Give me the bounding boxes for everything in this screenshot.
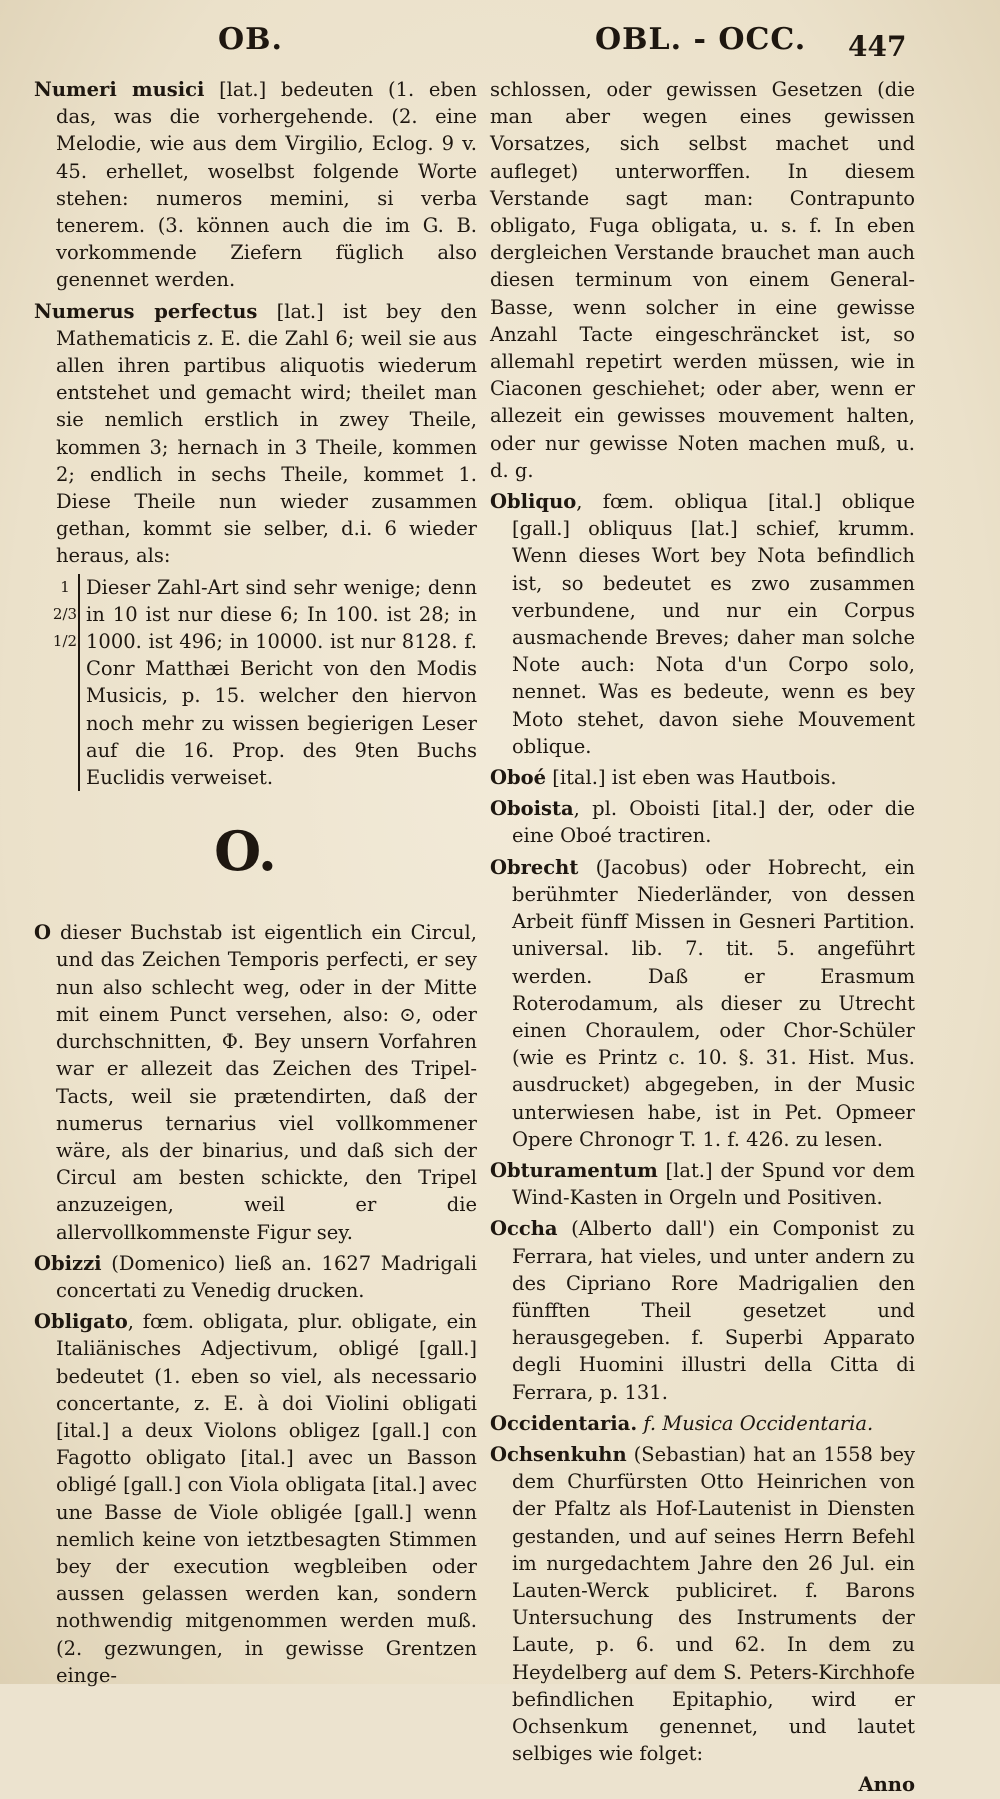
running-head-left: OB. [218,22,283,57]
entry-continuation: schlossen, oder gewissen Gesetzen (die man aber wegen eines gewissen Vorsatzes, sich selbst machet und aufleget) unterworffen. In diesem Verstande sagt man: Contrapunto obligato, Fuga obligata, u. s. f. In eben dergleichen Verstande brauchet man auch diesen terminum von einem General-Basse, wenn solcher in eine gewisse Anzahl Tacte eingeschräncket ist, so allemahl repetirt werden müssen, wie in Ciaconen geschiehet; oder aber, wenn er allezeit ein gewisses mouvement halten, oder nur gewisse Noten machen muß, u. d. g. [490,78,915,482]
entry-text: , pl. Oboisti [ital.] der, oder die eine Oboé tractiren. [512,797,915,848]
headword: Obligato [34,1310,128,1334]
entry-ochsenkuhn [490,1441,915,1767]
fraction-text: Dieser Zahl-Art sind sehr wenige; denn in 10 ist nur diese 6; In 100. ist 28; in 1000. ist 496; in 10000. ist nur 8128. f. Conr Matthæi Bericht von den Modis Musicis, p. 15. welcher den hiervon noch mehr zu wissen begierigen Leser auf die 16. Prop. des 9ten Buchs Euclidis verweiset. [86,575,477,790]
headword: Obturamentum [490,1158,658,1182]
entry-numerus-perfectus [34,298,477,570]
entry-text: [ital.] ist eben was Hautbois. [552,766,837,790]
entry-text: , fœm. obliqua [ital.] oblique [gall.] obliquus [lat.] schief, krumm. Wenn dieses Wort bey Nota befindlich ist, so bedeutet es zwo zusammen verbundene, und nur ein Corpus ausmachende Breves; daher man solche Note auch: Nota d'un Corpo solo, nennet. Was es bedeute, wenn es bey Moto stehet, davon siehe Mouvement oblique. [512,490,915,758]
entry-text: , fœm. obligata, plur. obligate, ein Italiänisches Adjectivum, obligé [gall.] bedeutet (1. eben so viel, als necessario concertante, z. E. à doi Violini obligati [ital.] a deux Violons obligez [gall.] con Fagotto obligato [ital.] avec un Basson obligé [gall.] con Viola obligata [ital.] avec une Basse de Viole obligée [gall.] wenn nemlich keine von ietztbesagten Stimmen bey der execution wegbleiben oder aussen gelassen werden kan, sondern nothwendig mitgenommen werden muß. (2. gezwungen, in gewisse Grentzen einge- [56,1310,477,1687]
headword: Numerus perfectus [34,299,258,323]
page-number: 447 [848,30,907,63]
headword: Obrecht [490,855,579,879]
entry-occha [490,1215,915,1405]
section-letter: O. [214,819,277,884]
entry-text: (Sebastian) hat an 1558 bey dem Churfürsten Otto Heinrichen von der Pfaltz als Hof-Lautenist in Diensten gestanden, und auf seines Herrn Befehl im nurgedachtem Jahre den 26 Jul. ein Lauten-Werck publiciret. f. Barons Untersuchung des Instruments der Laute, p. 6. und 62. In dem zu Heydelberg auf dem S. Peters-Kirchhofe befindlichen Epitaphio, wird er Ochsenkum genennet, und lautet selbiges wie folget: [512,1442,915,1766]
entry-obturamentum [490,1157,915,1211]
fraction-labels [52,574,80,792]
entry-text: [lat.] bedeuten (1. eben das, was die vorhergehende. (2. eine Melodie, wie aus dem Virgilio, Eclog. 9 v. 45. erhellet, woselbst folgende Worte stehen: numeros memini, si verba tenerem. (3. können auch die im G. B. vorkommende Ziefern füglich also genennet werden. [56,78,477,292]
headword: Occidentaria. [490,1411,638,1435]
catchword: Anno [858,1773,915,1797]
entry-o [34,919,477,1245]
left-column [34,76,477,1693]
headword: Oboé [490,766,547,790]
headword: Occha [490,1217,558,1241]
entry-text: (Domenico) ließ an. 1627 Madrigali concertati zu Venedig drucken. [56,1251,478,1302]
headword: Obizzi [34,1251,102,1275]
perfect-number-fractions [34,574,477,792]
fraction-label: 1/2 [52,632,78,651]
entry-obizzi [34,1250,477,1304]
headword: Oboista [490,797,574,821]
fraction-label: 1 [60,577,70,596]
running-head-right: OBL. - OCC. [595,22,807,57]
entry-text: (Jacobus) oder Hobrecht, ein berühmter Niederländer, von dessen Arbeit fünff Missen in Gesneri Partition. universal. lib. 7. tit. 5. angeführt werden. Daß er Erasmum Roterodamum, als dieser zu Utrecht einen Choraulem, oder Chor-Schüler (wie es Printz c. 10. §. 31. Hist. Mus. ausdrucket) abgegeben, in der Music unterwiesen habe, ist in Pet. Opmeer Opere Chronogr T. 1. f. 426. zu lesen. [512,855,915,1151]
entry-numeri-musici [34,76,477,294]
fraction-label: 2/3 [52,604,78,623]
entry-obligato [34,1308,477,1689]
entry-oboe [490,764,915,791]
entry-obrecht [490,854,915,1153]
entry-text: [lat.] ist bey den Mathematicis z. E. die Zahl 6; weil sie aus allen ihren partibus aliquotis wiederum entstehet und gemacht wird; theilet man sie nemlich erstlich in zwey Theile, kommen 3; hernach in 3 Theile, kommen 2; endlich in sechs Theile, kommet 1. Diese Theile nun wieder zusammen gethan, kommt sie selber, d.i. 6 wieder heraus, als: [56,299,477,568]
entry-obliquo [490,488,915,760]
page-header [0,22,1000,66]
entry-occidentaria [490,1410,915,1437]
headword: Numeri musici [34,78,205,101]
entry-text: dieser Buchstab ist eigentlich ein Circul, und das Zeichen Temporis perfecti, er sey nun also schlecht weg, oder in der Mitte mit einem Punct versehen, also: ⊙, oder durchschnitten, Φ. Bey unsern Vorfahren war er allezeit das Zeichen des Tripel-Tacts, weil sie prætendirten, daß der numerus ternarius viel vollkommener wäre, als der binarius, und daß sich der Circul am besten schickte, den Tripel anzuzeigen, weil er die allervollkommenste Figur sey. [56,921,477,1244]
entry-text: (Alberto dall') ein Componist zu Ferrara, hat vieles, und unter andern zu des Cipriano Rore Madrigalien den fünfften Theil gesetzet und herausgegeben. f. Superbi Apparato degli Huomini illustri della Citta di Ferrara, p. 131. [512,1217,915,1404]
right-column [490,76,915,1799]
headword: Ochsenkuhn [490,1442,627,1466]
headword: Obliquo [490,490,577,514]
entry-oboista [490,795,915,849]
entry-text: [lat.] der Spund vor dem Wind-Kasten in Orgeln und Positiven. [512,1158,915,1210]
entry-text: f. Musica Occidentaria. [643,1411,874,1435]
headword: O [34,921,51,945]
